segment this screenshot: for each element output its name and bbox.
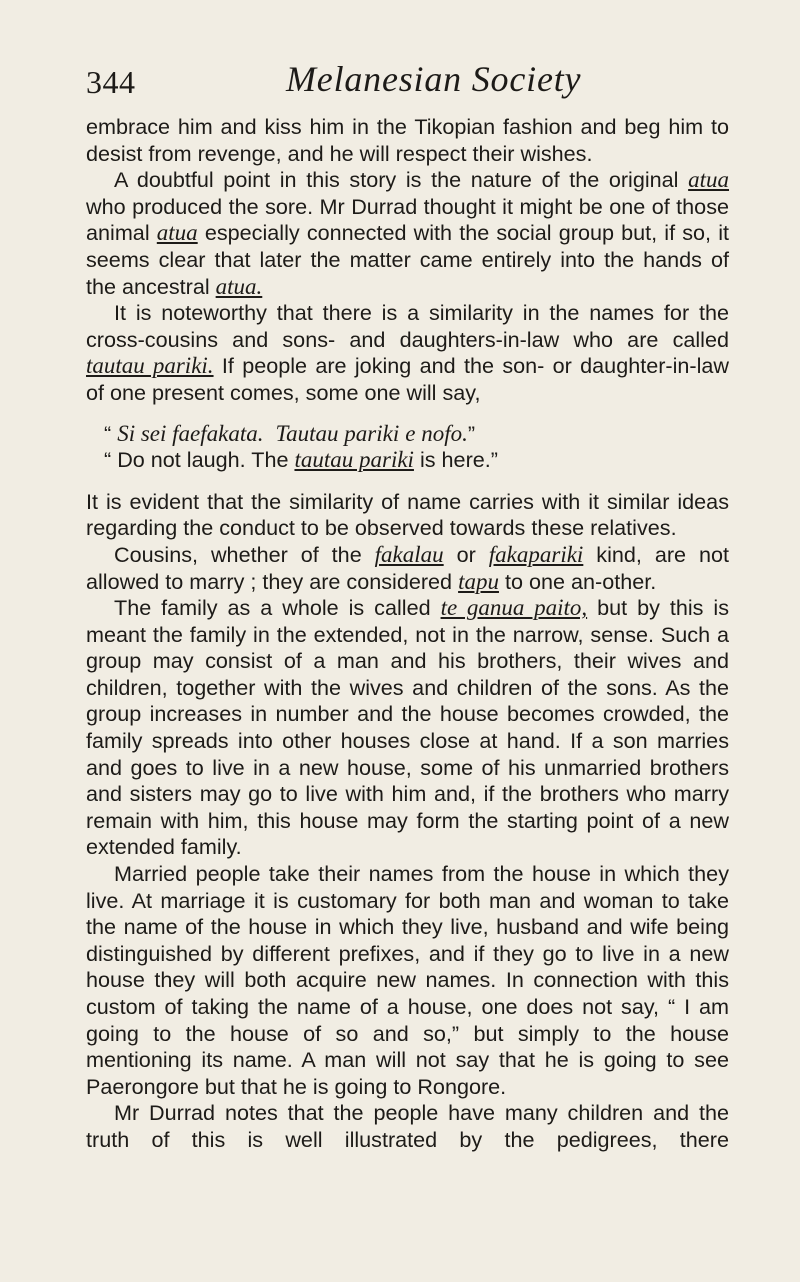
quotation-translation: “ Do not laugh. The tautau pariki is here.” bbox=[104, 447, 498, 473]
page-header bbox=[86, 58, 726, 108]
paragraph-5: Cousins, whether of the fakalau or fakapariki kind, are not allowed to marry ; they are considered tapu to one an-other. bbox=[86, 541, 730, 594]
term-atua: atua. bbox=[215, 273, 263, 299]
paragraph-6: The family as a whole is called te ganua paito, but by this is meant the family in the extended, not in the narrow, sense. Such a group may consist of a man and his brothers, their wives and children, together with the wives and children of the sons. As the group increases in number and the house becomes crowded, the family spreads into other houses close at hand. If a son marries and goes to live in a new house, some of his unmarried brothers and sisters may go to live with him and, if the brothers who marry remain with him, this house may form the starting point of a new extended family. bbox=[86, 595, 730, 860]
running-head: Melanesian Society bbox=[286, 59, 582, 99]
term-te-ganua-paito: te ganua paito, bbox=[440, 595, 588, 621]
quotation bbox=[86, 421, 729, 474]
paragraph-2: A doubtful point in this story is the nature of the original atua who produced the sore. Mr Durrad thought it might be one of those animal atua especially connected with the social group but, if so, it seems clear that later the matter came entirely into the hands of the ancestral atua. bbox=[86, 167, 730, 299]
paragraph-4: It is evident that the similarity of name carries with it similar ideas regarding the conduct to be observed towards these relatives. bbox=[86, 488, 729, 541]
paragraph-8: Mr Durrad notes that the people have many children and the truth of this is well illustrated by the pedigrees, there bbox=[86, 1100, 729, 1152]
body-text bbox=[86, 114, 729, 1154]
term-tautau-pariki: tautau pariki. bbox=[86, 353, 214, 379]
term-tapu: tapu bbox=[458, 568, 499, 594]
term-fakapariki: fakapariki bbox=[488, 541, 584, 567]
term-atua: atua bbox=[688, 167, 730, 193]
term-atua: atua bbox=[156, 220, 198, 246]
paragraph-3: It is noteworthy that there is a similarity in the names for the cross-cousins and sons- and daughters-in-law who are called tautau pariki. If people are joking and the son- or daughter-in-law of one present comes, some one will say, bbox=[86, 300, 729, 405]
paragraph-1: embrace him and kiss him in the Tikopian fashion and beg him to desist from revenge, and he will respect their wishes. bbox=[86, 114, 729, 166]
page-number: 344 bbox=[86, 64, 136, 100]
term-fakalau: fakalau bbox=[374, 541, 444, 567]
quotation-native: “ Si sei faefakata. Tautau pariki e nofo.” bbox=[104, 420, 476, 446]
paragraph-7: Married people take their names from the house in which they live. At marriage it is customary for both man and woman to take the name of the house in which they live, husband and wife being distinguished by different prefixes, and if they go to live in a new house they will both acquire new names. In connection with this custom of taking the name of a house, one does not say, “ I am going to the house of so and so,” but simply to the house mentioning its name. A man will not say that he is going to see Paerongore but that he is going to Rongore. bbox=[86, 861, 729, 1099]
term-tautau-pariki: tautau pariki bbox=[294, 447, 414, 473]
